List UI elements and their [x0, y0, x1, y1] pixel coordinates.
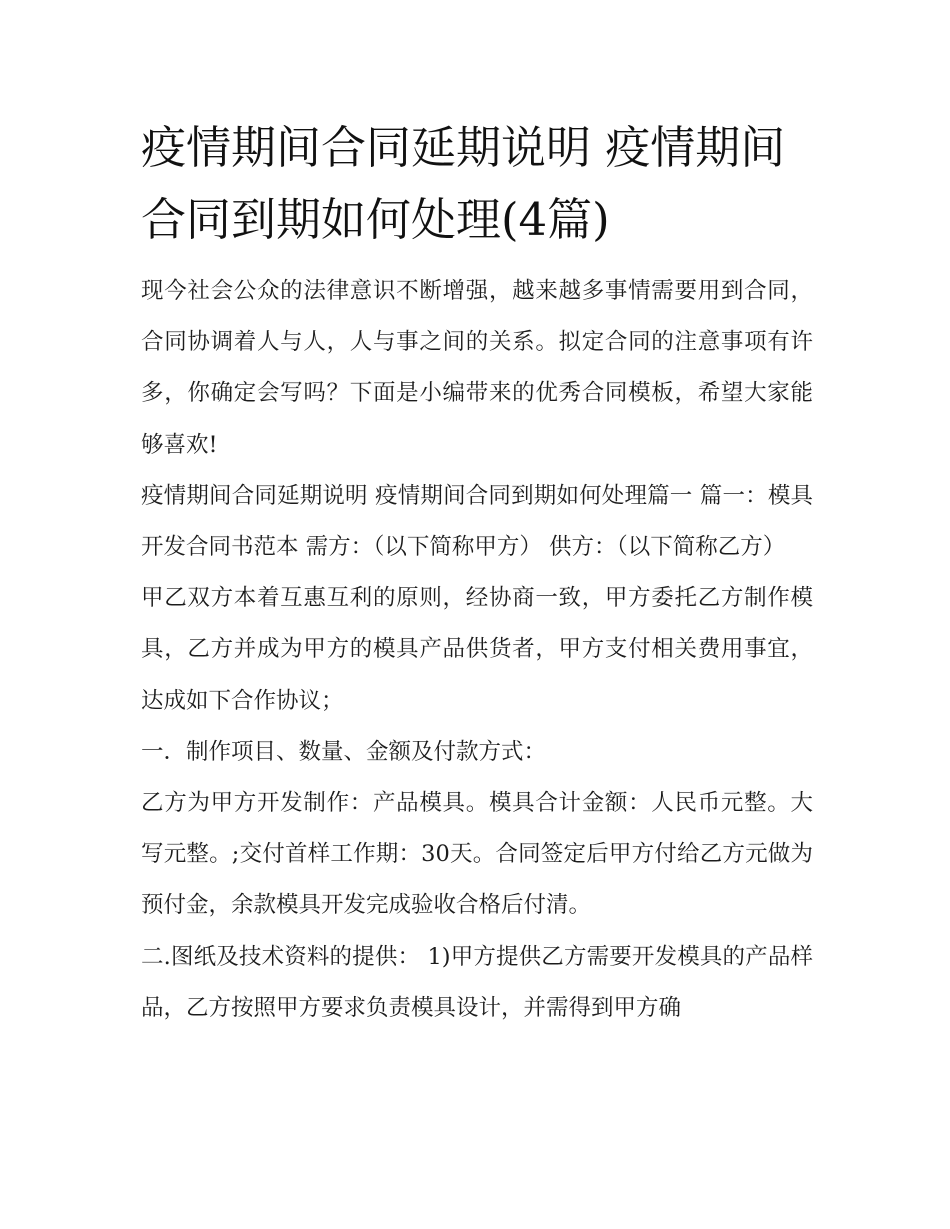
document-content	[141, 112, 813, 1034]
paragraph-intro: 现今社会公众的法律意识不断增强，越来越多事情需要用到合同，合同协调着人与人，人与事之间的关系。拟定合同的注意事项有许多，你确定会写吗？下面是小编带来的优秀合同模板，希望大家能够喜欢!	[141, 278, 813, 458]
paragraph-contract-heading: 疫情期间合同延期说明 疫情期间合同到期如何处理篇一 篇一：模具开发合同书范本 需方：（以下简称甲方） 供方：（以下简称乙方）	[141, 482, 813, 561]
paragraph-payment-terms: 乙方为甲方开发制作：产品模具。模具合计金额：人民币元整。大写元整。;交付首样工作期：30天。合同签定后甲方付给乙方元做为预付金，余款模具开发完成验收合格后付清。	[141, 790, 813, 919]
paragraph-agreement-basis: 甲乙双方本着互惠互利的原则，经协商一致，甲方委托乙方制作模具，乙方并成为甲方的模具产品供货者，甲方支付相关费用事宜，达成如下合作协议；	[141, 585, 813, 714]
document-title: 疫情期间合同延期说明 疫情期间合同到期如何处理(4篇)	[141, 121, 786, 246]
paragraph-section-one-heading: 一．制作项目、数量、金额及付款方式：	[141, 738, 547, 765]
document-body	[141, 266, 813, 1034]
paragraph-section-two: 二.图纸及技术资料的提供： 1)甲方提供乙方需要开发模具的产品样品，乙方按照甲方要求负责模具设计，并需得到甲方确	[141, 943, 813, 1021]
